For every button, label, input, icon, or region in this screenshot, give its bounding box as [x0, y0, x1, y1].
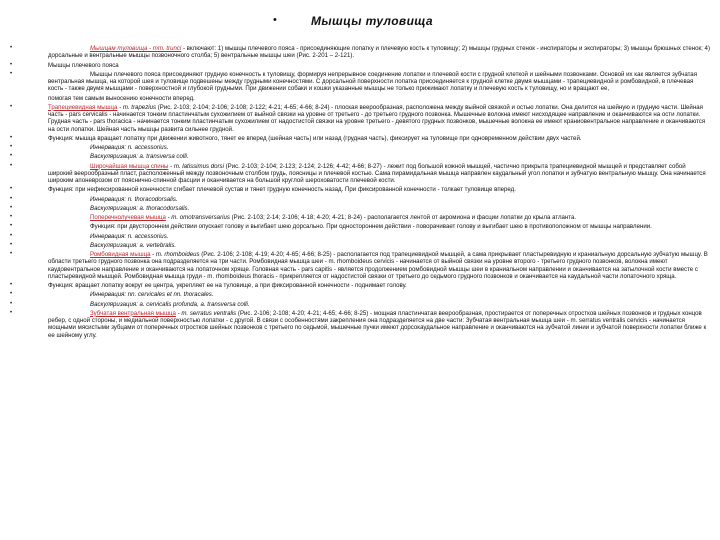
- bullet-marker: •: [10, 70, 13, 77]
- paragraph-text: Иннервация: n. accessorius.: [90, 144, 169, 151]
- paragraph-text: (Рис. 2-103; 2-14; 2-106; 4-18; 4-20; 4-21; 8-24) - располагается лентой от акромиона и фасции лопатки до крыла атланта.: [229, 214, 577, 221]
- paragraph-text: - включают: 1) мышцы плечевого пояса - присоединяющие лопатку и плечевую кость к туловищу; 2) мышцы грудных стенок - инспираторы и экспираторы; 3) мышцы брюшных стенок; 4) дорсальные и вентральные мышцы позвоночного столба; 5) вентральные мышцы шеи (Рис. 2-201 – 2-121).: [48, 45, 710, 60]
- bullet-marker: •: [10, 195, 13, 202]
- paragraph-rhomboideus-vascular: [10, 301, 710, 308]
- bullet-marker: •: [10, 61, 13, 68]
- paragraph-trapezius-function: [10, 135, 710, 142]
- paragraph-trapezius: [10, 104, 710, 133]
- term-trunk-muscles: Мышцам туловища - mm. trunci: [90, 45, 182, 52]
- paragraph-text: Функция: вращает лопатку вокруг ее центра, укрепляет ее на туловище, а при фиксированной конечности - поднимает голову.: [48, 282, 407, 289]
- paragraph-text: Иннервация: n. accessorius.: [90, 232, 169, 240]
- paragraph-text: Функция: мышца вращает лопатку при движении животного, тянет ее вперед (шейная часть) или назад (грудная часть), фиксирует на туловище при одновременном действии двух частей.: [48, 134, 582, 142]
- paragraph-omotransversarius-function: [10, 223, 710, 230]
- paragraph-shoulder-text: [10, 71, 710, 93]
- title-bullet: •: [273, 14, 277, 26]
- paragraph-trapezius-vascular: [10, 153, 710, 160]
- term-latissimus: Широчайшая мышца спины: [90, 162, 169, 170]
- bullet-marker: •: [10, 232, 13, 239]
- term-rhomboideus: Ромбовидная мышца: [90, 251, 151, 258]
- section-heading: Мышцы плечевого пояса: [48, 61, 119, 69]
- paragraph-text: Иннервация: n. thoracodorsalis.: [90, 195, 178, 203]
- bullet-marker: •: [10, 134, 13, 141]
- paragraph-text: Васкуляризация: a. thoracodorsalis.: [90, 204, 190, 212]
- bullet-marker: •: [10, 144, 13, 150]
- latin-name: - m. rhomboideus: [150, 251, 200, 258]
- paragraph-text: (Рис. 2-106; 2-108; 4-20; 4-21; 4-65; 4-66; 8-25) - мощная пластинчатая веерообразная, простирается от поперечных отростков шейных позвонков и грудных концов ребер, с одной стороны, и медиальной поверхностью лопатки - с другой. В связи с особенностями закрепления она подразделяется на две части: Зубчатая вентральная мышца шеи - m. serratus ventralis cervicis - начинается мощными мясистыми зубцами от поперечных отростков шейных позвонков с третьего по седьмой, мышечные пучки имеют дорсокаудальное направление и оканчиваются на зубчатой линии и зубчатой поверхности лопатки ближе к ее шейному углу.: [48, 309, 707, 339]
- paragraph-text: Васкуляризация: a. vertebralis.: [90, 241, 177, 249]
- paragraph-latissimus-vascular: [10, 205, 710, 212]
- title-row: [0, 14, 720, 36]
- bullet-marker: •: [10, 282, 13, 288]
- latin-name: - m. latissimus dorsi: [168, 162, 224, 170]
- term-trapezius: Трапециевидная мышца: [48, 103, 118, 111]
- paragraph-omotransversarius-innervation: [10, 233, 710, 240]
- paragraph-text: (Рис. 2-106; 2-108; 4-19; 4-20; 4-65; 4-66; 8-25) - располагается под трапециевидной мышцей, а сама прикрывает пластыревидную и краниальную дорсальную зубчатую мышцу. В области третьего грудного позвонка она подразделяется на три части. Ромбовидная мышца шеи - m. rhomboideus cervicis - начинается от выйной связки на уровне второго - третьего грудного позвонков, волокна имеют каудовентральное направление и оканчиваются на лопаточном хряще. Головная часть - pars capitis - является продолжением ромбовидной мышцы шеи в краниальном направлении и оканчивается на затылочной кости вместе с пластыревидной мышцей. Ромбовидная мышца груди - m. rhomboideus thoracis - прикрепляется от надостистой связки от третьего до седьмого грудного позвонков и оканчивается на каудальной части лопаточного хряща.: [48, 251, 708, 280]
- paragraph-text: (Рис. 2-103; 2-104; 2-106; 2-108; 2-122; 4-21; 4-65; 4-66; 8-24) - плоская веерообразная, расположена между выйной связкой и остью лопатки. Она делится на шейную и грудную части. Шейная часть - pars cervicalis - начинается тонким пластинчатым сухожилием от выйной связки на уровне от третьего - до третьего грудного позвонка. Мышечные волокна имеют нисходящее направление и оканчиваются на ости лопатки. Грудная часть - pars thoracica - начинается тонким пластинчатым сухожилием от надостистой связки на уровне третьего - девятого грудных позвонков, мышечные волокна ее имеют краниовентральное направление и оканчиваются на ости лопатки. Шейная часть мышцы развита сильнее грудной.: [48, 103, 706, 133]
- latin-name: - m. trapezius: [117, 103, 157, 111]
- term-serratus: Зубчатая вентральная мышца: [90, 309, 176, 317]
- bullet-marker: •: [10, 300, 13, 307]
- bullet-marker: •: [10, 153, 13, 160]
- paragraph-text: Функция: при двустороннем действии опускает голову и выгибает шею дорсально. При одностороннем действии - поворачивает голову и выгибает шею в противоположном от мышцы направлении.: [90, 223, 652, 231]
- paragraph-text: Функция: при нефиксированной конечности сгибает плечевой сустав и тянет грудную конечность назад. При фиксированной конечности - толкает туловище вперед.: [48, 186, 516, 194]
- paragraph-text: Васкуляризация: a. cervicalis profunda, a. transversa colli.: [90, 300, 250, 308]
- bullet-marker: •: [10, 45, 13, 51]
- bullet-marker: •: [10, 186, 13, 193]
- paragraph-text: Мышцы плечевого пояса присоединяют грудную конечность к туловищу, формируя непрерывное соединение лопатки и плечевой кости с грудной клеткой и шейными позвонками. Основой их как является зубчатая вентральная мышца, на которой шея и туловище подвешены между грудными конечностями. С дорсальной поверхности лопатка присоединяется к грудной клетке двумя мышцами - трапециевидной и ромбовидной, в плечевая кость - также двумя мышцами - поверхностной и глубокой грудными. При движении собаки и кошки указанные мышцы не только прижимают лопатку и плечевую кость к туловищу, но и вращают ее,: [48, 70, 697, 93]
- paragraph-serratus: [10, 310, 710, 339]
- bullet-marker: •: [10, 103, 13, 110]
- paragraph-rhomboideus-innervation: [10, 291, 710, 298]
- paragraph-text: помогая тем самым выносению конечности вперед.: [48, 94, 195, 102]
- paragraph-latissimus: [10, 163, 710, 185]
- paragraph-shoulder-heading: [10, 62, 710, 69]
- paragraph-rhomboideus-function: [10, 282, 710, 289]
- paragraph-text: (Рис. 2-103; 2-104; 2-123; 2-124; 2-126; 4-42; 4-66; 8-27) - лежит под большой кожной мышцей, частично прикрыта трапециевидной мышцей и представляет собой широкий веерообразный пласт, расположенный между позвоночным столбом грудь, поясницы и плечевой костью. Сама пирамидальная мышца направлен каудальный угол лопатки и зубчатую вентральную мышцу. Она начинается широким апоневрозом от пояснично-спинной фасции и оканчивается на большой круглой шероховатости плечевой кости.: [48, 162, 706, 184]
- paragraph-trapezius-innervation: [10, 144, 710, 151]
- paragraph-intro: [10, 45, 710, 60]
- latin-name: - m. serratus ventralis: [175, 309, 237, 317]
- slide-body: [10, 45, 710, 341]
- slide-title: Мышцы туловища: [311, 14, 434, 28]
- latin-name: - m. omotransversarius: [165, 214, 230, 221]
- paragraph-text: Иннервация: nn. cervicales et nn. thoracales.: [90, 291, 214, 299]
- bullet-marker: •: [10, 251, 13, 257]
- paragraph-continuation: [48, 95, 710, 102]
- paragraph-omotransversarius: [10, 214, 710, 221]
- bullet-marker: •: [10, 223, 13, 230]
- paragraph-latissimus-innervation: [10, 196, 710, 203]
- bullet-marker: •: [10, 214, 13, 220]
- bullet-marker: •: [10, 204, 13, 211]
- bullet-marker: •: [10, 309, 13, 316]
- bullet-marker: •: [10, 291, 13, 298]
- paragraph-latissimus-function: [10, 186, 710, 193]
- paragraph-rhomboideus: [10, 251, 710, 280]
- term-omotransversarius: Поперечнолучевая мышца: [90, 214, 166, 221]
- paragraph-text: Васкуляризация: a. transversa colli.: [90, 153, 189, 161]
- paragraph-omotransversarius-vascular: [10, 242, 710, 249]
- bullet-marker: •: [10, 162, 13, 169]
- bullet-marker: •: [10, 241, 13, 248]
